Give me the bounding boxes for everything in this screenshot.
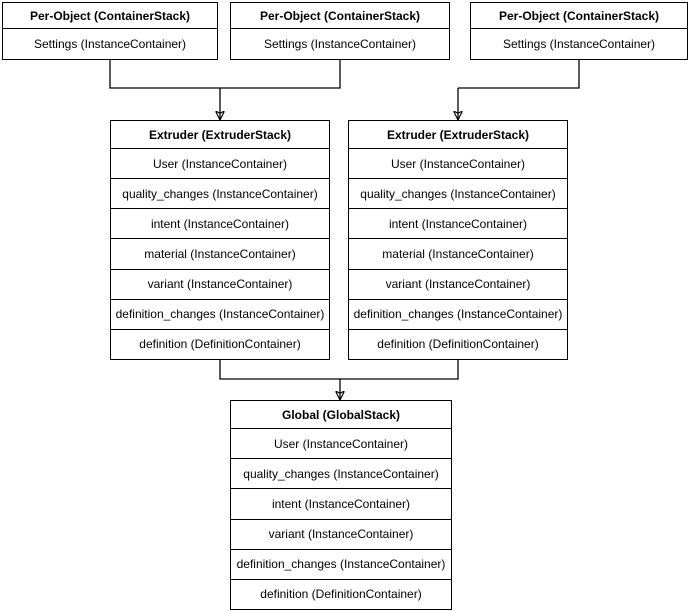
per-object-stack-1-title: Per-Object (ContainerStack) xyxy=(29,8,191,23)
per-object-stack-2 xyxy=(230,2,450,60)
connector-perobject3-elbow xyxy=(458,60,579,88)
extruder-stack-1-row-intent: intent (InstanceContainer) xyxy=(111,208,329,238)
extruder-stack-1-row-variant: variant (InstanceContainer) xyxy=(111,269,329,299)
extruder-stack-2-row-user: User (InstanceContainer) xyxy=(349,148,567,178)
global-stack-title: Global (GlobalStack) xyxy=(281,407,401,422)
extruder-stack-1-row-definition: definition (DefinitionContainer) xyxy=(111,329,329,359)
extruder-stack-2-row-definition-changes: definition_changes (InstanceContainer) xyxy=(349,299,567,329)
per-object-stack-3 xyxy=(470,2,688,60)
extruder-stack-2-row-material: material (InstanceContainer) xyxy=(349,238,567,268)
global-stack-row-definition: definition (DefinitionContainer) xyxy=(231,579,451,609)
connector-extruders-merge xyxy=(220,360,458,379)
extruder-stack-2-row-intent: intent (InstanceContainer) xyxy=(349,208,567,238)
per-object-stack-3-title: Per-Object (ContainerStack) xyxy=(498,8,660,23)
global-stack-row-user: User (InstanceContainer) xyxy=(231,428,451,458)
connector-perobject1-2-merge xyxy=(110,60,340,88)
global-stack-row-definition-changes: definition_changes (InstanceContainer) xyxy=(231,549,451,579)
extruder-stack-2 xyxy=(348,120,568,360)
global-stack-row-variant: variant (InstanceContainer) xyxy=(231,519,451,549)
extruder-stack-1-row-user: User (InstanceContainer) xyxy=(111,148,329,178)
extruder-stack-1-row-definition-changes: definition_changes (InstanceContainer) xyxy=(111,299,329,329)
per-object-stack-1 xyxy=(2,2,218,60)
extruder-stack-2-row-variant: variant (InstanceContainer) xyxy=(349,269,567,299)
extruder-stack-1 xyxy=(110,120,330,360)
per-object-stack-2-title: Per-Object (ContainerStack) xyxy=(259,8,421,23)
global-stack xyxy=(230,400,452,610)
extruder-stack-1-row-quality-changes: quality_changes (InstanceContainer) xyxy=(111,178,329,208)
global-stack-row-quality-changes: quality_changes (InstanceContainer) xyxy=(231,458,451,488)
extruder-stack-1-title: Extruder (ExtruderStack) xyxy=(148,127,292,142)
extruder-stack-1-row-material: material (InstanceContainer) xyxy=(111,238,329,268)
extruder-stack-2-title: Extruder (ExtruderStack) xyxy=(386,127,530,142)
per-object-stack-3-row-settings: Settings (InstanceContainer) xyxy=(471,28,687,59)
per-object-stack-2-row-settings: Settings (InstanceContainer) xyxy=(231,28,449,59)
per-object-stack-1-row-settings: Settings (InstanceContainer) xyxy=(3,28,217,59)
extruder-stack-2-row-definition: definition (DefinitionContainer) xyxy=(349,329,567,359)
global-stack-row-intent: intent (InstanceContainer) xyxy=(231,488,451,518)
extruder-stack-2-row-quality-changes: quality_changes (InstanceContainer) xyxy=(349,178,567,208)
